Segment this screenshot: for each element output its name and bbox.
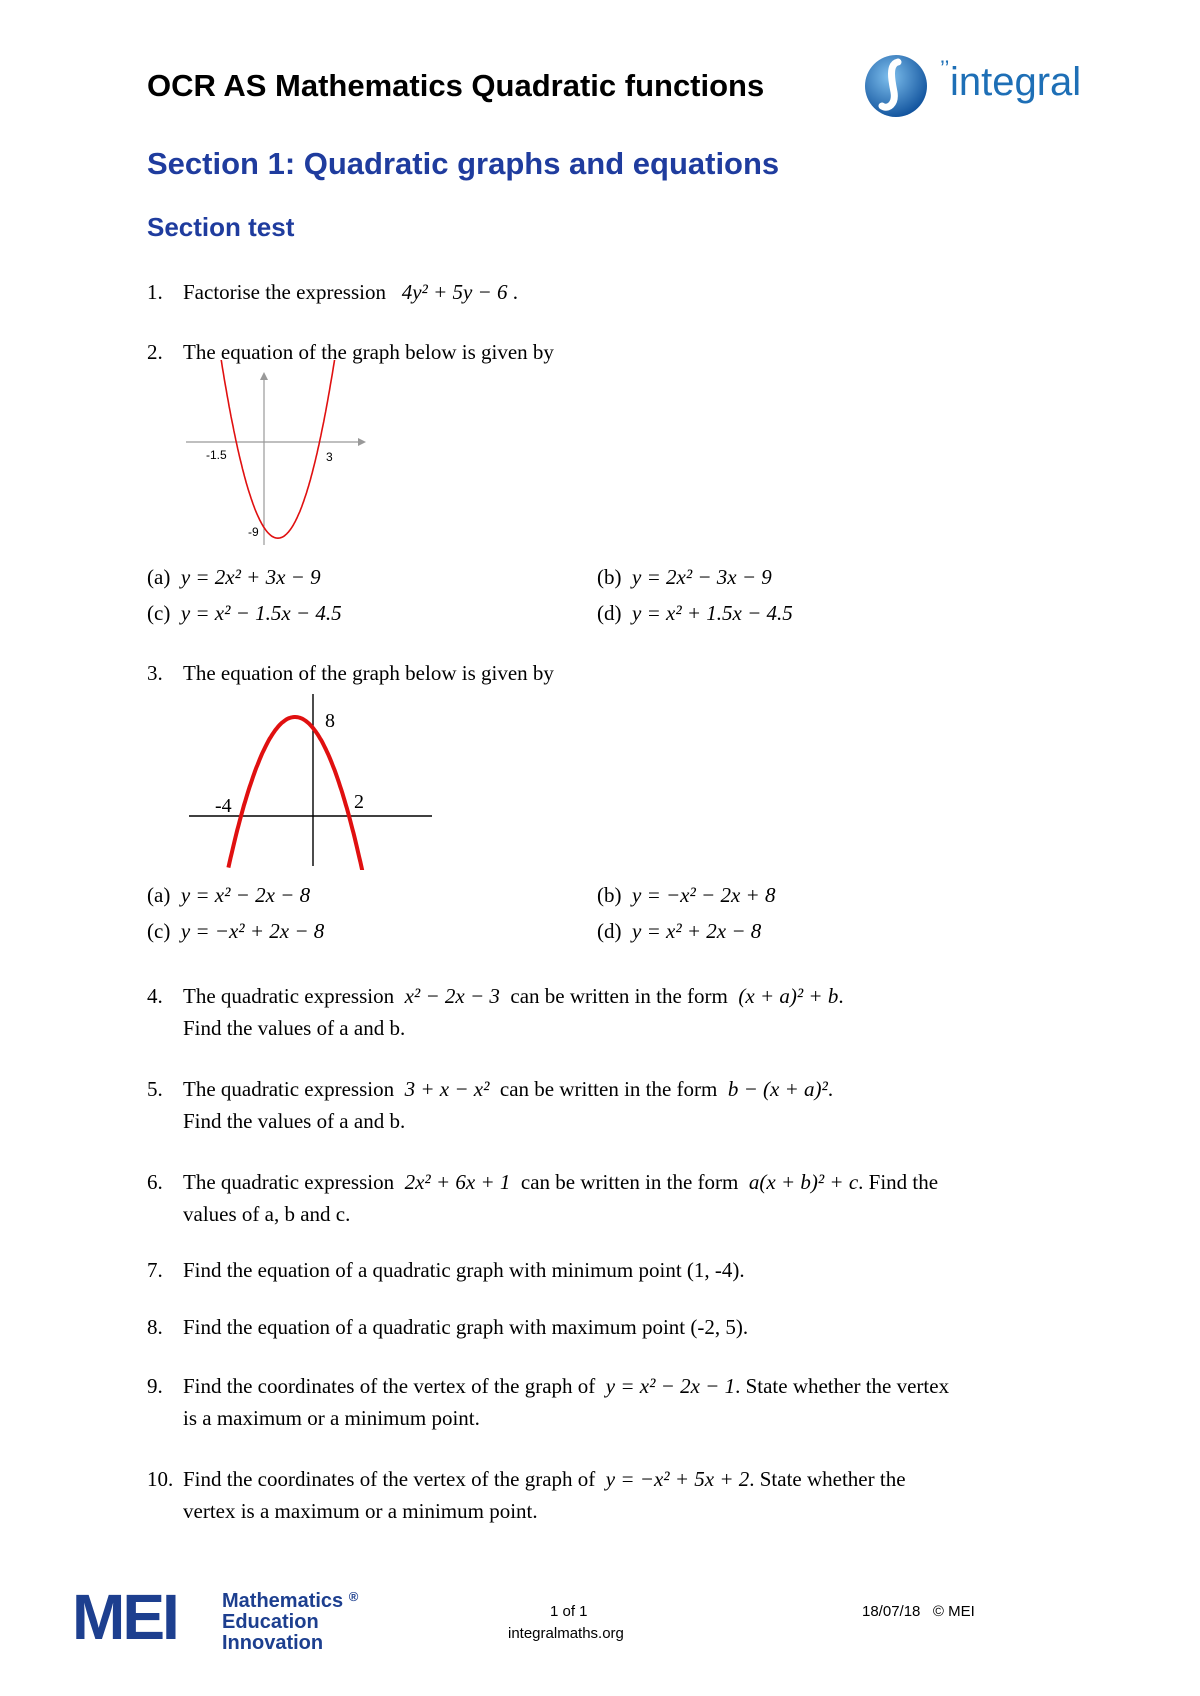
question-number: 9. <box>147 1374 163 1398</box>
question-text: The equation of the graph below is given by <box>183 340 554 364</box>
question-line-1: The quadratic expression 3 + x − x² can be written in the form b − (x + a)². <box>183 1077 834 1101</box>
y-intercept-label: -9 <box>248 525 259 539</box>
question-line-2: Find the values of a and b. <box>183 1016 406 1040</box>
integral-logo <box>858 52 1098 120</box>
integral-logo-icon <box>858 52 938 120</box>
question-line-1: Find the coordinates of the vertex of the graph of y = x² − 2x − 1. State whether the vertex <box>183 1374 950 1398</box>
option-a: (a) y = x² − 2x − 8 <box>147 883 311 907</box>
mei-logo <box>72 1581 382 1654</box>
integral-logo-tick: ’’ <box>940 56 950 81</box>
option-b: (b) y = 2x² − 3x − 9 <box>597 565 772 589</box>
x-intercept-label-left: -4 <box>215 795 232 817</box>
question-text: Find the equation of a quadratic graph with minimum point (1, -4). <box>183 1258 745 1282</box>
question-number: 6. <box>147 1170 163 1194</box>
question-line-2: is a maximum or a minimum point. <box>183 1406 480 1430</box>
x-intercept-label-right: 3 <box>326 450 333 464</box>
question-line-2: values of a, b and c. <box>183 1202 351 1226</box>
graph-q3 <box>185 690 435 870</box>
date-copyright: 18/07/18 © MEI <box>862 1603 975 1620</box>
parabola-curve <box>228 717 362 870</box>
mei-logo-text: Mathematics ® Education Innovation <box>222 1589 359 1654</box>
question-line-1: Find the coordinates of the vertex of the graph of y = −x² + 5x + 2. State whether the <box>183 1467 906 1491</box>
question-number: 7. <box>147 1258 163 1282</box>
x-intercept-label-right: 2 <box>354 791 364 813</box>
option-c: (c) y = x² − 1.5x − 4.5 <box>147 601 342 625</box>
section-heading: Section 1: Quadratic graphs and equations <box>147 146 780 181</box>
graph-q2 <box>180 360 380 550</box>
question-number: 2. <box>147 340 163 364</box>
question-text: The equation of the graph below is given by <box>183 661 554 685</box>
section-subheading: Section test <box>147 212 295 242</box>
mei-logo-letters: MEI <box>72 1581 177 1653</box>
page-number: 1 of 1 <box>550 1603 588 1620</box>
option-c: (c) y = −x² + 2x − 8 <box>147 919 325 943</box>
y-axis-arrow <box>260 372 268 380</box>
question-number: 4. <box>147 984 163 1008</box>
document-title: OCR AS Mathematics Quadratic functions <box>147 68 765 103</box>
x-axis-arrow <box>358 438 366 446</box>
option-b: (b) y = −x² − 2x + 8 <box>597 883 776 907</box>
question-line-1: The quadratic expression 2x² + 6x + 1 can be written in the form a(x + b)² + c. Find the <box>183 1170 939 1194</box>
question-number: 5. <box>147 1077 163 1101</box>
option-d: (d) y = x² + 1.5x − 4.5 <box>597 601 793 625</box>
question-line-2: vertex is a maximum or a minimum point. <box>183 1499 538 1523</box>
parabola-curve <box>221 360 336 538</box>
question-line-2: Find the values of a and b. <box>183 1109 406 1133</box>
x-intercept-label-left: -1.5 <box>206 448 227 462</box>
question-number: 10. <box>147 1467 174 1491</box>
question-text: Factorise the expression 4y² + 5y − 6 . <box>183 280 518 304</box>
question-number: 8. <box>147 1315 163 1339</box>
option-a: (a) y = 2x² + 3x − 9 <box>147 565 321 589</box>
site-url[interactable]: integralmaths.org <box>508 1625 624 1642</box>
y-intercept-label: 8 <box>325 710 335 732</box>
question-number: 3. <box>147 661 163 685</box>
question-text: Find the equation of a quadratic graph with maximum point (-2, 5). <box>183 1315 749 1339</box>
question-number: 1. <box>147 280 163 304</box>
integral-logo-text: integral <box>950 60 1082 104</box>
option-d: (d) y = x² + 2x − 8 <box>597 919 762 943</box>
question-math: 4y² + 5y − 6 <box>401 280 508 304</box>
question-line-1: The quadratic expression x² − 2x − 3 can be written in the form (x + a)² + b. <box>183 984 844 1008</box>
